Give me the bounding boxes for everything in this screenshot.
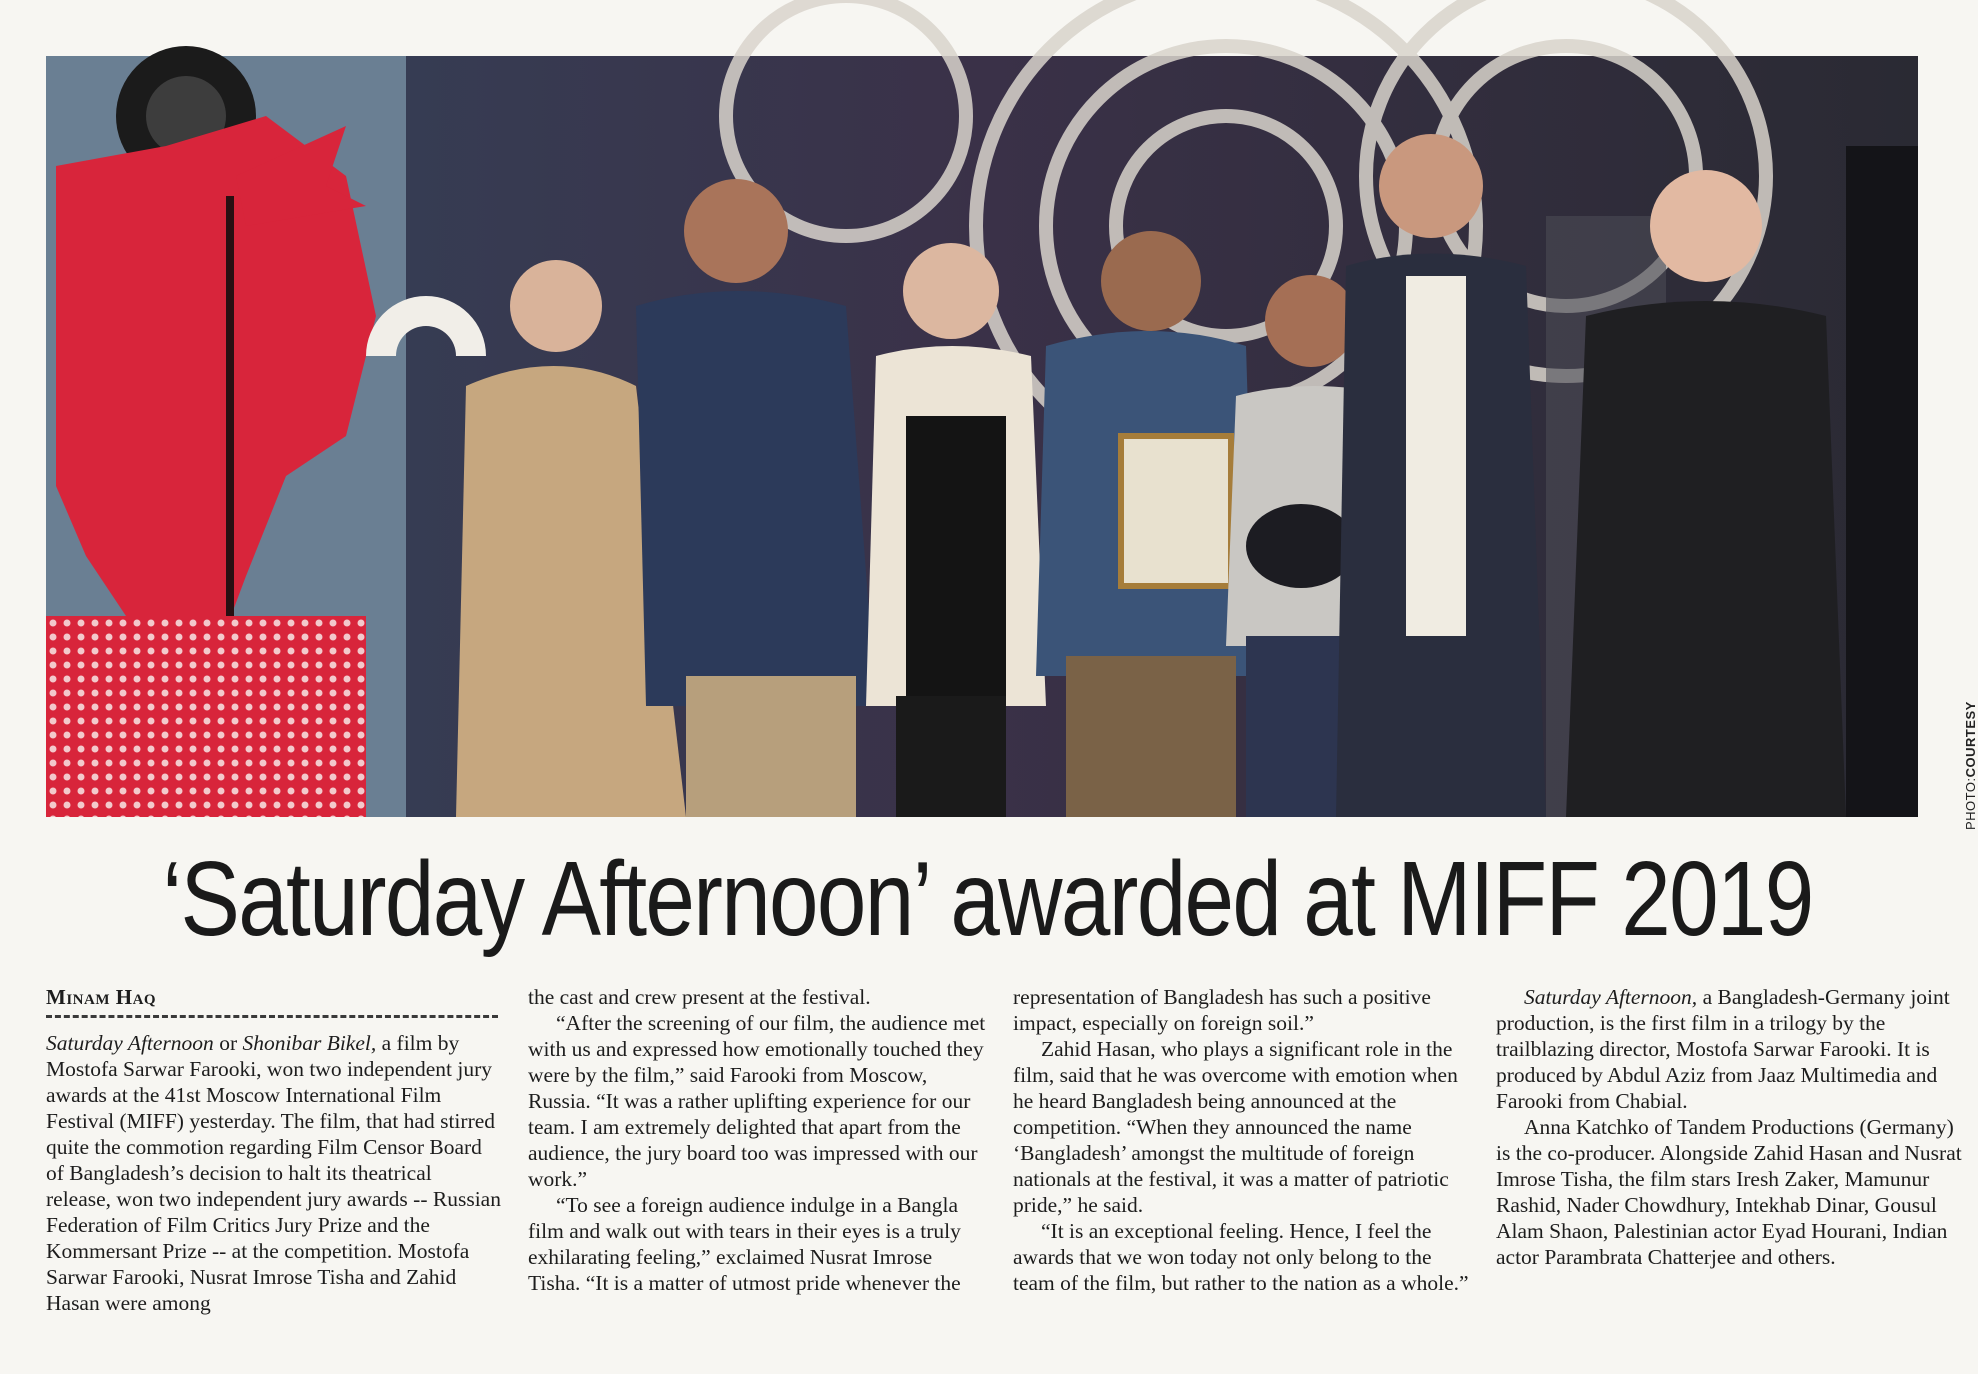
article-column-3 <box>1013 984 1473 1296</box>
film-title-italic: Shonibar Bikel, <box>242 1031 377 1055</box>
article-column-4 <box>1496 984 1966 1270</box>
article-paragraph: Anna Katchko of Tandem Productions (Germany) is the co-producer. Alongside Zahid Hasan and Nusrat Imrose Tisha, the film stars Iresh Zaker, Mamunur Rashid, Nader Chowdhury, Intekhab Dinar, Gousul Alam Shaon, Palestinian actor Eyad Hourani, Indian actor Parambrata Chatterjee and others. <box>1496 1115 1962 1269</box>
article-column-1 <box>46 1030 501 1316</box>
byline: Minam Haq <box>46 985 157 1009</box>
article-paragraph: the cast and crew present at the festival. <box>528 985 871 1009</box>
headline: ‘Saturday Afternoon’ awarded at MIFF 2019 <box>162 840 1813 958</box>
article-column-2 <box>528 984 988 1296</box>
group-photo-image <box>46 56 1918 817</box>
article-text: a film by Mostofa Sarwar Farooki, won two independent jury awards at the 41st Moscow International Film Festival (MIFF) yesterday. The film, that had stirred quite the commotion regarding Film Censor Board of Bangladesh’s decision to halt its theatrical release, won two independent jury awards -- Russian Federation of Film Critics Jury Prize and the Kommersant Prize -- at the competition. Mostofa Sarwar Farooki, Nusrat Imrose Tisha and Zahid Hasan were among <box>46 1031 501 1315</box>
article-paragraph: “To see a foreign audience indulge in a Bangla film and walk out with tears in their eyes is a truly exhilarating feeling,” exclaimed Nusrat Imrose Tisha. “It is a matter of utmost pride whenever the <box>528 1193 961 1295</box>
film-title-italic: Saturday Afternoon, <box>1524 985 1698 1009</box>
photo-credit <box>1963 701 1978 830</box>
article-paragraph: representation of Bangladesh has such a positive impact, especially on foreign soil.” <box>1013 985 1431 1035</box>
article-paragraph: “It is an exceptional feeling. Hence, I feel the awards that we won today not only belong to the team of the film, but rather to the nation as a whole.” <box>1013 1219 1469 1295</box>
photo-credit-label: PHOTO: <box>1963 777 1978 830</box>
article-paragraph: Zahid Hasan, who plays a significant role in the film, said that he was overcome with emotion when he heard Bangladesh being announced at the competition. “When they announced the name ‘Bangladesh’ amongst the multitude of foreign nationals at the festival, it was a matter of patriotic pride,” he said. <box>1013 1037 1458 1217</box>
article-text: or <box>213 1031 243 1055</box>
photo-credit-source: COURTESY <box>1963 701 1978 778</box>
article-paragraph: “After the screening of our film, the audience met with us and expressed how emotionally touched they were by the film,” said Farooki from Moscow, Russia. “It was a rather uplifting experience for our team. I am extremely delighted that apart from the audience, the jury board too was impressed with our work.” <box>528 1011 986 1191</box>
film-title-italic: Saturday Afternoon <box>46 1031 214 1055</box>
group-photo <box>46 56 1918 817</box>
byline-divider <box>46 1015 498 1018</box>
article-text: a Bangladesh-Germany joint production, is the first film in a trilogy by the trailblazing director, Mostofa Sarwar Farooki. It is produced by Abdul Aziz from Jaaz Multimedia and Farooki from Chabial. <box>1496 985 1950 1113</box>
